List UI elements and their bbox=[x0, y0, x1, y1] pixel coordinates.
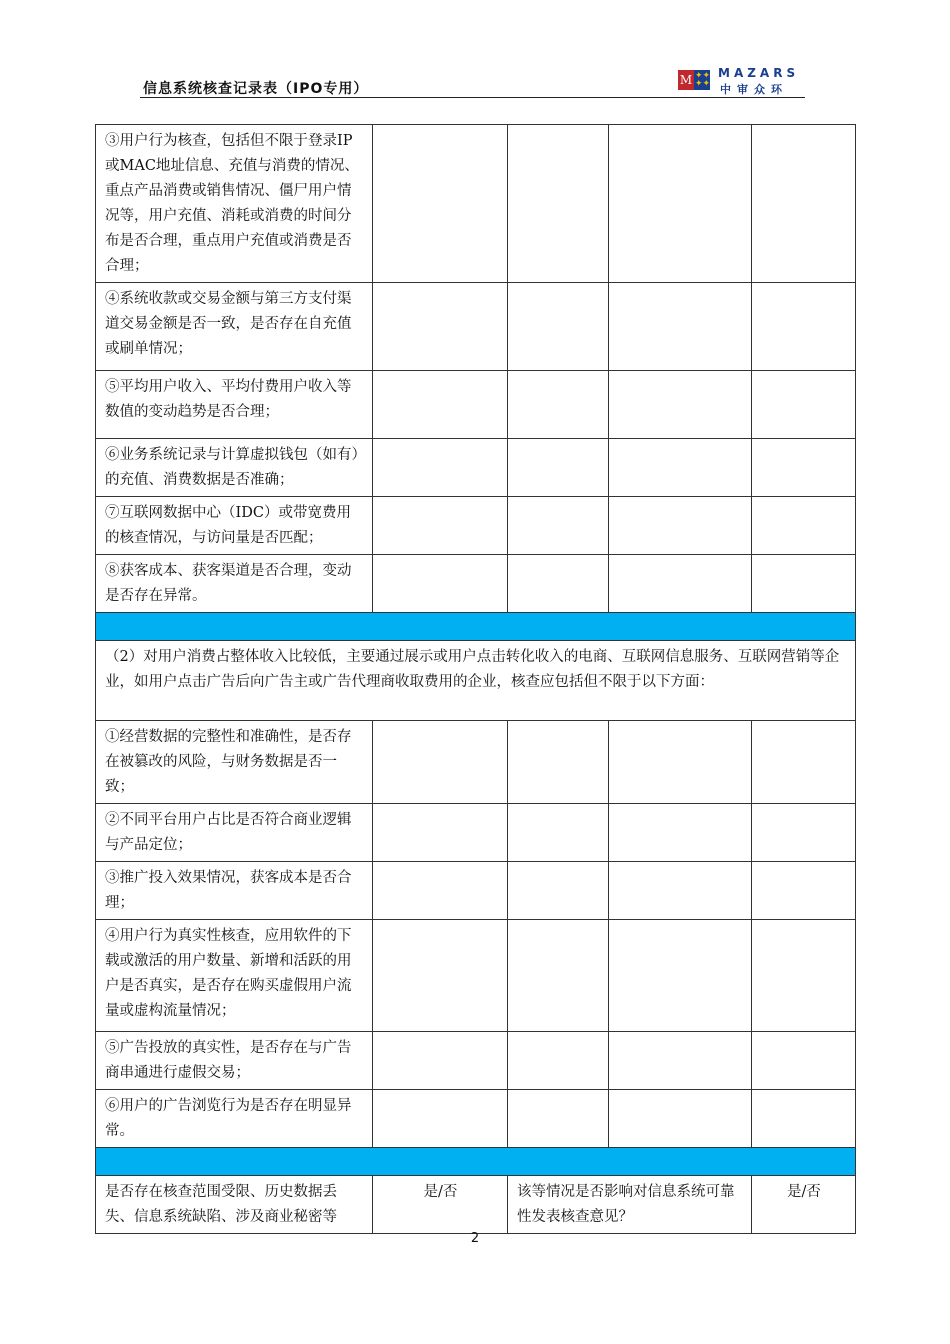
item-cell: ⑧获客成本、获客渠道是否合理，变动是否存在异常。 bbox=[96, 555, 373, 613]
entry-cell[interactable] bbox=[508, 804, 609, 862]
header-divider bbox=[140, 97, 805, 98]
entry-cell[interactable] bbox=[373, 862, 508, 920]
item-cell: ⑤广告投放的真实性，是否存在与广告商串通进行虚假交易； bbox=[96, 1032, 373, 1090]
entry-cell[interactable] bbox=[609, 497, 752, 555]
table-row bbox=[96, 371, 856, 439]
verification-table bbox=[95, 124, 856, 1234]
item-cell: ⑦互联网数据中心（IDC）或带宽费用的核查情况，与访问量是否匹配； bbox=[96, 497, 373, 555]
page-number: 2 bbox=[470, 1231, 480, 1246]
mazars-logo bbox=[678, 66, 808, 96]
logo-mark-icon: M ✦✦ ✦✦ bbox=[679, 71, 711, 89]
entry-cell[interactable] bbox=[609, 1090, 752, 1148]
document-title: 信息系统核查记录表（IPO专用） bbox=[143, 81, 369, 97]
section-intro-row bbox=[96, 641, 856, 721]
section-separator bbox=[96, 613, 856, 641]
table-row bbox=[96, 804, 856, 862]
section-separator bbox=[96, 1148, 856, 1176]
entry-cell[interactable] bbox=[373, 555, 508, 613]
entry-cell[interactable] bbox=[373, 283, 508, 371]
scope-limitation-answer[interactable]: 是/否 bbox=[373, 1176, 508, 1234]
entry-cell[interactable] bbox=[752, 862, 856, 920]
entry-cell[interactable] bbox=[752, 1090, 856, 1148]
table-row bbox=[96, 862, 856, 920]
entry-cell[interactable] bbox=[752, 804, 856, 862]
entry-cell[interactable] bbox=[752, 125, 856, 283]
entry-cell[interactable] bbox=[508, 1090, 609, 1148]
entry-cell[interactable] bbox=[752, 497, 856, 555]
item-cell: ④用户行为真实性核查，应用软件的下载或激活的用户数量、新增和活跃的用户是否真实，是否存在购买虚假用户流量或虚构流量情况； bbox=[96, 920, 373, 1032]
entry-cell[interactable] bbox=[508, 371, 609, 439]
item-cell: ⑥业务系统记录与计算虚拟钱包（如有）的充值、消费数据是否准确； bbox=[96, 439, 373, 497]
entry-cell[interactable] bbox=[508, 721, 609, 804]
entry-cell[interactable] bbox=[609, 862, 752, 920]
entry-cell[interactable] bbox=[609, 371, 752, 439]
entry-cell[interactable] bbox=[609, 283, 752, 371]
entry-cell[interactable] bbox=[373, 920, 508, 1032]
logo-chinese-name: 中审众环 bbox=[720, 83, 788, 96]
entry-cell[interactable] bbox=[373, 125, 508, 283]
entry-cell[interactable] bbox=[609, 920, 752, 1032]
entry-cell[interactable] bbox=[752, 439, 856, 497]
entry-cell[interactable] bbox=[373, 1090, 508, 1148]
entry-cell[interactable] bbox=[508, 497, 609, 555]
table-row bbox=[96, 920, 856, 1032]
entry-cell[interactable] bbox=[508, 862, 609, 920]
entry-cell[interactable] bbox=[508, 920, 609, 1032]
item-cell: ①经营数据的完整性和准确性，是否存在被篡改的风险，与财务数据是否一致； bbox=[96, 721, 373, 804]
entry-cell[interactable] bbox=[752, 721, 856, 804]
entry-cell[interactable] bbox=[508, 555, 609, 613]
entry-cell[interactable] bbox=[609, 804, 752, 862]
entry-cell[interactable] bbox=[609, 439, 752, 497]
item-cell: ④系统收款或交易金额与第三方支付渠道交易金额是否一致，是否存在自充值或刷单情况； bbox=[96, 283, 373, 371]
item-cell: ③用户行为核查，包括但不限于登录IP或MAC地址信息、充值与消费的情况、重点产品消费或销售情况、僵尸用户情况等，用户充值、消耗或消费的时间分布是否合理，重点用户充值或消费是否合理； bbox=[96, 125, 373, 283]
impact-question: 该等情况是否影响对信息系统可靠性发表核查意见？ bbox=[508, 1176, 752, 1234]
entry-cell[interactable] bbox=[609, 721, 752, 804]
entry-cell[interactable] bbox=[609, 1032, 752, 1090]
entry-cell[interactable] bbox=[373, 497, 508, 555]
entry-cell[interactable] bbox=[752, 371, 856, 439]
table-row bbox=[96, 283, 856, 371]
item-cell: ③推广投入效果情况，获客成本是否合理； bbox=[96, 862, 373, 920]
entry-cell[interactable] bbox=[752, 555, 856, 613]
item-cell: ⑥用户的广告浏览行为是否存在明显异常。 bbox=[96, 1090, 373, 1148]
impact-answer[interactable]: 是/否 bbox=[752, 1176, 856, 1234]
entry-cell[interactable] bbox=[373, 721, 508, 804]
entry-cell[interactable] bbox=[508, 1032, 609, 1090]
table-row bbox=[96, 721, 856, 804]
entry-cell[interactable] bbox=[373, 439, 508, 497]
table-row bbox=[96, 555, 856, 613]
table-row bbox=[96, 497, 856, 555]
entry-cell[interactable] bbox=[752, 1032, 856, 1090]
entry-cell[interactable] bbox=[752, 283, 856, 371]
entry-cell[interactable] bbox=[508, 439, 609, 497]
entry-cell[interactable] bbox=[373, 804, 508, 862]
entry-cell[interactable] bbox=[609, 125, 752, 283]
item-cell: ⑤平均用户收入、平均付费用户收入等数值的变动趋势是否合理； bbox=[96, 371, 373, 439]
scope-limitation-question: 是否存在核查范围受限、历史数据丢失、信息系统缺陷、涉及商业秘密等 bbox=[96, 1176, 373, 1234]
table-row bbox=[96, 1090, 856, 1148]
entry-cell[interactable] bbox=[373, 371, 508, 439]
entry-cell[interactable] bbox=[752, 920, 856, 1032]
entry-cell[interactable] bbox=[508, 125, 609, 283]
table-row bbox=[96, 1032, 856, 1090]
entry-cell[interactable] bbox=[609, 555, 752, 613]
table-row bbox=[96, 125, 856, 283]
item-cell: ②不同平台用户占比是否符合商业逻辑与产品定位； bbox=[96, 804, 373, 862]
section2-intro: （2）对用户消费占整体收入比较低，主要通过展示或用户点击转化收入的电商、互联网信息服务、互联网营销等企业，如用户点击广告后向广告主或广告代理商收取费用的企业，核查应包括但不限于以下方面： bbox=[96, 641, 856, 721]
final-question-row bbox=[96, 1176, 856, 1234]
logo-wordmark: MAZARS bbox=[718, 66, 800, 80]
table-row bbox=[96, 439, 856, 497]
entry-cell[interactable] bbox=[508, 283, 609, 371]
entry-cell[interactable] bbox=[373, 1032, 508, 1090]
